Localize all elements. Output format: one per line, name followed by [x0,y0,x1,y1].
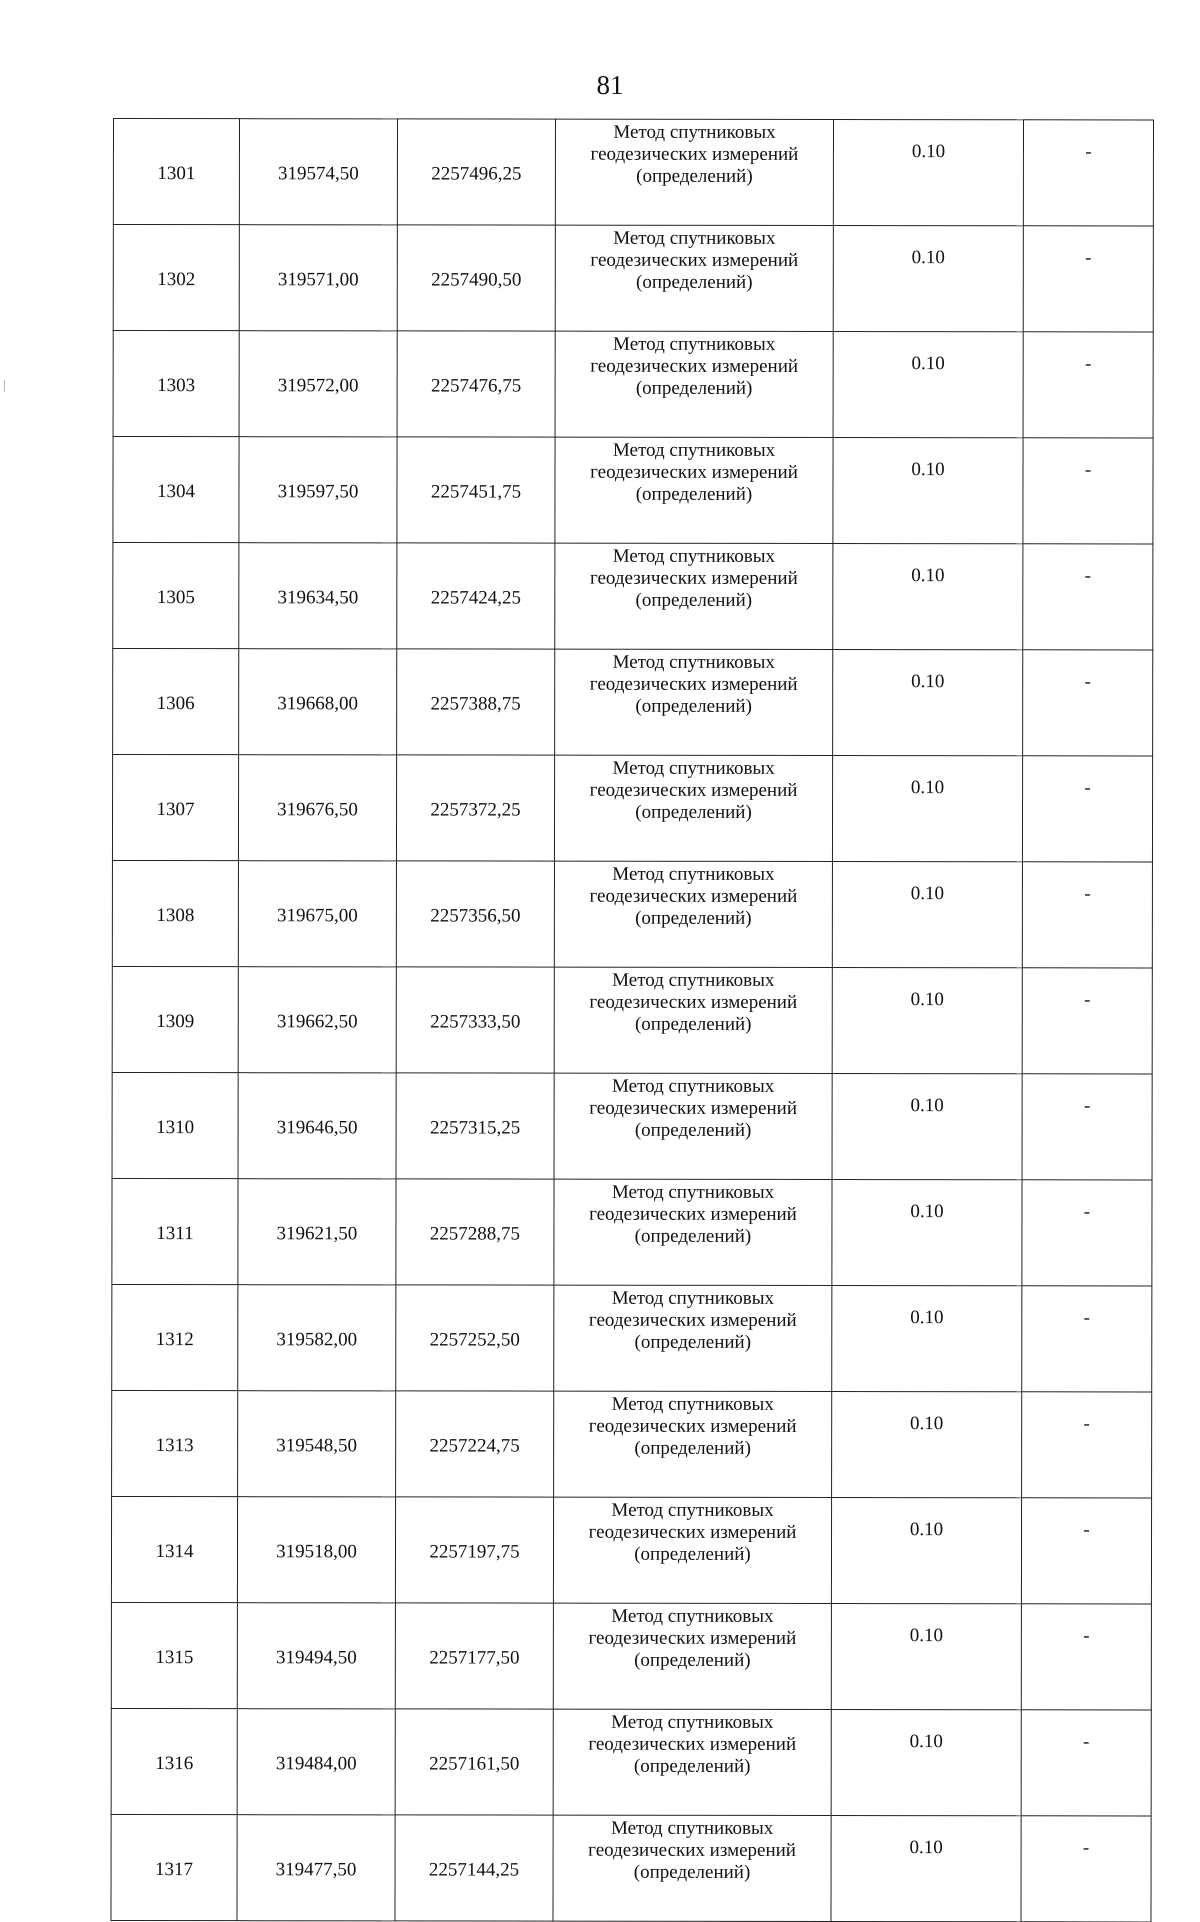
table-row [111,1814,1151,1921]
table-row [113,437,1153,544]
accuracy-cell: 0.10 [832,756,1022,862]
y-coordinate-cell: 2257356,50 [396,861,554,967]
method-cell [553,1815,831,1921]
scan-margin-mark [4,380,5,392]
method-cell [554,1179,832,1285]
method-text-line: Метод спутниковых [612,439,776,461]
point-number-cell: 1301 [113,119,239,225]
x-coordinate-cell: 319582,00 [238,1285,396,1391]
description-cell: - [1022,968,1152,1074]
method-text-line: геодезических измерений [588,1839,796,1861]
x-coordinate-cell: 319621,50 [238,1179,396,1285]
table-row [112,1284,1152,1391]
x-coordinate-cell: 319572,00 [239,331,397,437]
method-text-line: Метод спутниковых [612,969,775,991]
description-cell: - [1021,1604,1151,1710]
method-text-line: геодезических измерений [589,567,798,589]
method-text-line: (определений) [635,695,752,717]
table-row [112,1072,1152,1179]
point-number-cell: 1312 [112,1284,238,1390]
method-text-line: Метод спутниковых [612,863,775,885]
x-coordinate-cell: 319548,50 [238,1391,396,1497]
point-number-cell: 1315 [111,1602,237,1708]
accuracy-cell: 0.10 [833,650,1023,756]
x-coordinate-cell: 319484,00 [237,1709,395,1815]
x-coordinate-cell: 319494,50 [237,1603,395,1709]
x-coordinate-cell: 319646,50 [238,1073,396,1179]
table-row [113,543,1153,650]
description-cell: - [1022,862,1152,968]
method-text-line: геодезических измерений [588,1309,797,1331]
accuracy-cell: 0.10 [832,1180,1022,1286]
method-cell [555,649,833,755]
method-text-line: Метод спутниковых [612,1075,775,1097]
accuracy-cell: 0.10 [832,1074,1022,1180]
method-cell [554,861,832,967]
x-coordinate-cell: 319597,50 [239,437,397,543]
table-row [112,966,1152,1073]
accuracy-cell: 0.10 [831,1604,1021,1710]
accuracy-cell: 0.10 [831,1710,1021,1816]
point-number-cell: 1313 [112,1390,238,1496]
method-text-line: Метод спутниковых [611,1499,774,1521]
method-text-line: (определений) [634,1437,751,1459]
accuracy-cell: 0.10 [833,226,1023,332]
page-number: 81 [596,70,624,100]
description-cell: - [1021,1710,1151,1816]
accuracy-cell: 0.10 [833,120,1023,226]
coordinates-table-sheet [110,118,1153,1922]
method-text-line: геодезических измерений [588,1521,797,1543]
method-text-line: геодезических измерений [590,249,799,271]
method-text-line: (определений) [636,165,753,187]
method-text-line: (определений) [635,483,753,505]
x-coordinate-cell: 319518,00 [237,1497,395,1603]
y-coordinate-cell: 2257372,25 [396,755,554,861]
x-coordinate-cell: 319668,00 [239,649,397,755]
method-text-line: геодезических измерений [588,1733,797,1755]
method-text-line: геодезических измерений [588,1627,797,1649]
table-row [111,1496,1151,1603]
accuracy-cell: 0.10 [833,544,1023,650]
method-text-line: геодезических измерений [590,355,799,377]
method-text-line: геодезических измерений [590,461,798,483]
description-cell: - [1022,1180,1152,1286]
method-text-line: Метод спутниковых [612,545,776,567]
y-coordinate-cell: 2257490,50 [397,225,555,331]
method-text-line: (определений) [635,377,753,399]
method-cell [553,1603,831,1709]
method-text-line: (определений) [634,1543,751,1565]
point-number-cell: 1310 [112,1072,238,1178]
accuracy-cell: 0.10 [831,1498,1021,1604]
description-cell: - [1022,1392,1152,1498]
point-number-cell: 1303 [113,331,239,437]
description-cell: - [1022,1286,1152,1392]
point-number-cell: 1306 [113,649,239,755]
coordinates-table-body [111,119,1154,1922]
point-number-cell: 1309 [112,966,238,1072]
method-text-line: Метод спутниковых [612,757,775,779]
method-cell [555,119,833,225]
table-row [112,1178,1152,1285]
table-row [111,1602,1151,1709]
description-cell: - [1023,650,1153,756]
description-cell: - [1023,332,1153,438]
y-coordinate-cell: 2257161,50 [395,1709,553,1815]
method-text-line: Метод спутниковых [613,333,776,355]
method-text-line: (определений) [635,907,752,929]
method-text-line: Метод спутниковых [611,1711,774,1733]
point-number-cell: 1316 [111,1708,237,1814]
method-cell [554,1285,832,1391]
description-cell: - [1023,544,1153,650]
point-number-cell: 1314 [111,1496,237,1602]
table-row [112,861,1152,968]
method-cell [555,437,833,543]
description-cell: - [1023,438,1153,544]
method-text-line: (определений) [634,1331,752,1353]
y-coordinate-cell: 2257496,25 [397,119,555,225]
method-cell [554,967,832,1073]
method-text-line: геодезических измерений [589,1097,798,1119]
accuracy-cell: 0.10 [833,332,1023,438]
method-text-line: (определений) [633,1861,751,1883]
method-text-line: Метод спутниковых [611,1181,775,1203]
description-cell: - [1022,1074,1152,1180]
method-text-line: Метод спутниковых [610,1817,774,1839]
y-coordinate-cell: 2257224,75 [396,1391,554,1497]
method-cell [554,1391,832,1497]
method-text-line: геодезических измерений [589,1203,797,1225]
method-cell [553,1497,831,1603]
accuracy-cell: 0.10 [831,1816,1021,1922]
method-text-line: Метод спутниковых [612,651,775,673]
method-text-line: геодезических измерений [589,885,798,907]
x-coordinate-cell: 319662,50 [238,967,396,1073]
y-coordinate-cell: 2257333,50 [396,967,554,1073]
y-coordinate-cell: 2257315,25 [396,1073,554,1179]
method-text-line: (определений) [635,589,753,611]
y-coordinate-cell: 2257388,75 [397,649,555,755]
y-coordinate-cell: 2257197,75 [395,1497,553,1603]
method-cell [555,331,833,437]
method-text-line: (определений) [635,271,753,293]
description-cell: - [1021,1816,1151,1922]
method-cell [554,1073,832,1179]
table-row [112,755,1152,862]
y-coordinate-cell: 2257288,75 [396,1179,554,1285]
accuracy-cell: 0.10 [832,862,1022,968]
description-cell: - [1022,756,1152,862]
table-row [112,1390,1152,1497]
method-text-line: геодезических измерений [590,143,799,165]
table-row [113,119,1153,226]
accuracy-cell: 0.10 [832,968,1022,1074]
method-text-line: (определений) [634,1013,752,1035]
method-cell [554,755,832,861]
description-cell: - [1021,1498,1151,1604]
method-text-line: геодезических измерений [589,991,798,1013]
table-row [113,225,1153,332]
y-coordinate-cell: 2257177,50 [395,1603,553,1709]
method-text-line: Метод спутниковых [613,121,776,143]
method-text-line: Метод спутниковых [611,1393,774,1415]
method-text-line: (определений) [633,1755,751,1777]
point-number-cell: 1317 [111,1814,237,1920]
table-row [113,331,1153,438]
method-text-line: (определений) [634,1649,751,1671]
table-row [113,649,1153,756]
method-text-line: (определений) [634,1119,752,1141]
point-number-cell: 1311 [112,1178,238,1284]
accuracy-cell: 0.10 [832,1286,1022,1392]
method-text-line: геодезических измерений [589,673,798,695]
description-cell: - [1023,226,1153,332]
x-coordinate-cell: 319477,50 [237,1815,395,1921]
y-coordinate-cell: 2257476,75 [397,331,555,437]
x-coordinate-cell: 319571,00 [239,225,397,331]
x-coordinate-cell: 319676,50 [238,755,396,861]
method-text-line: геодезических измерений [588,1415,797,1437]
y-coordinate-cell: 2257252,50 [396,1285,554,1391]
y-coordinate-cell: 2257451,75 [397,437,555,543]
accuracy-cell: 0.10 [833,438,1023,544]
point-number-cell: 1305 [113,543,239,649]
point-number-cell: 1302 [113,225,239,331]
point-number-cell: 1304 [113,437,239,543]
point-number-cell: 1307 [112,755,238,861]
x-coordinate-cell: 319574,50 [239,119,397,225]
description-cell: - [1023,120,1153,226]
method-text-line: (определений) [635,801,752,823]
x-coordinate-cell: 319634,50 [239,543,397,649]
method-cell [555,225,833,331]
y-coordinate-cell: 2257144,25 [395,1815,553,1921]
y-coordinate-cell: 2257424,25 [397,543,555,649]
coordinates-table [110,118,1154,1922]
x-coordinate-cell: 319675,00 [238,861,396,967]
point-number-cell: 1308 [112,861,238,967]
accuracy-cell: 0.10 [832,1392,1022,1498]
method-text-line: геодезических измерений [589,779,798,801]
method-cell [553,1709,831,1815]
method-cell [555,543,833,649]
method-text-line: (определений) [634,1225,752,1247]
method-text-line: Метод спутниковых [611,1287,774,1309]
table-row [111,1708,1151,1815]
method-text-line: Метод спутниковых [613,227,776,249]
method-text-line: Метод спутниковых [611,1605,774,1627]
